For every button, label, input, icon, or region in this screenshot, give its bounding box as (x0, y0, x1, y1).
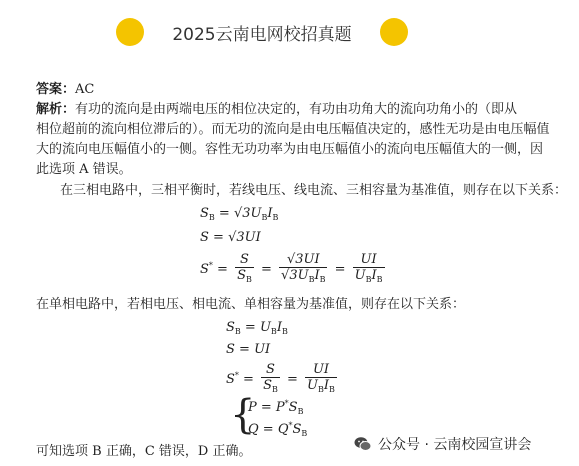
fraction-1ph-s-over-sb: $\frac{S}{S_B}$ (263, 362, 278, 394)
formula-3ph-s: S = √3UI (200, 230, 261, 245)
analysis-text-1: 有功的流向是由两端电压的相位决定的，有功由功角大的流向功角小的（即从 (75, 102, 518, 117)
answer-line (36, 82, 94, 98)
formula-1ph-sstar: S* = $\frac{S}{S_B}$ = $\frac{UI}{U_BI_B}$ (226, 362, 340, 397)
answer-label: 答案： (36, 82, 76, 97)
fraction-sqrt3ui: $\frac{√3UI}{√3U_BI_B}$ (281, 252, 326, 284)
analysis-line-2: 相位超前的流向相位滞后的）。而无功的流向是由电压幅值决定的，感性无功是由电压幅值 (36, 122, 550, 137)
fraction-ui-over-ubib: $\frac{UI}{U_BI_B}$ (354, 252, 383, 284)
formula-q: $Q = Q^*S_B$ (248, 421, 308, 438)
answer-value: AC (75, 82, 95, 97)
formula-p: $P = P^*S_B$ (248, 399, 304, 416)
analysis-line-3: 大的流向电压幅值小的一侧。容性无功功率为由电压幅值小的流向电压幅值大的一侧，因 (36, 142, 544, 157)
page-title: 2025云南电网校招真题 (172, 25, 352, 45)
formula-1ph-s: S = UI (226, 342, 271, 357)
three-phase-intro: 在三相电路中，三相平衡时，若线电压、线电流、三相容量为基准值，则存在以下关系： (60, 183, 568, 198)
brace: { (230, 392, 256, 438)
conclusion: 可知选项 B 正确，C 错误，D 正确。 (36, 444, 252, 459)
analysis-label: 解析： (36, 102, 76, 117)
formula-3ph-sb: $S_B = √3U_BI_B$ (200, 206, 279, 222)
analysis-line-4: 此选项 A 错误。 (36, 162, 132, 177)
watermark-text: 公众号 · 云南校园宣讲会 (378, 437, 532, 453)
formula-1ph-sb: $S_B = U_BI_B$ (226, 320, 288, 336)
single-phase-intro: 在单相电路中，若相电压、相电流、单相容量为基准值，则存在以下关系： (36, 297, 466, 312)
watermark (354, 433, 576, 455)
fraction-s-over-sb: $\frac{S}{S_B}$ (237, 252, 252, 284)
formula-3ph-sstar: S* = $\frac{S}{S_B}$ = $\frac{√3UI}{√3U_BI_B}$ = $\frac{UI}{U_BI_B}$ (200, 252, 388, 287)
wechat-icon (354, 436, 372, 452)
fraction-1ph-ui: $\frac{UI}{U_BI_B}$ (307, 362, 335, 394)
analysis-line-1 (36, 102, 517, 118)
